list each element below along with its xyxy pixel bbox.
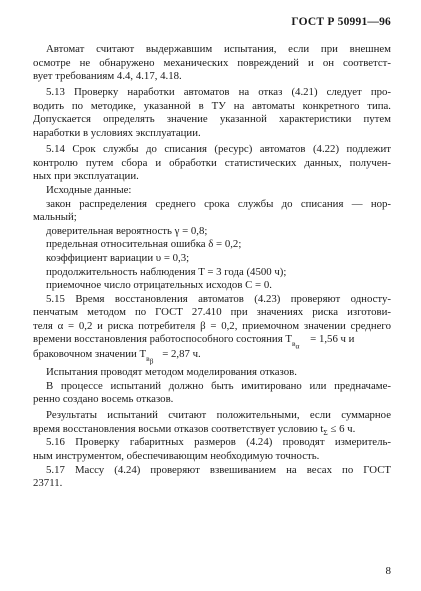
text-line: 5.16 Проверку габаритных размеров (4.24) проводят измеритель-: [46, 436, 391, 449]
text-line: осмотре не обнаружено механических повреждений и он соответст-: [33, 56, 391, 69]
text-line: 5.15 Время восстановления автоматов (4.23) проверяют односту-: [46, 292, 391, 305]
text-line: закон распределения среднего срока службы до списания — нор-: [46, 197, 391, 210]
text-line: ренно создано восемь отказов.: [33, 393, 174, 406]
text-line: Исходные данные:: [46, 183, 132, 196]
text-line: теля α = 0,2 и риска потребителя β = 0,2, приемочном значении среднего: [33, 319, 391, 332]
page-number: 8: [385, 565, 391, 577]
text-line: Автомат считают выдержавшим испытания, если при внешнем: [46, 43, 391, 55]
text-line: В процессе испытаний должно быть имитировано или предначаме-: [46, 379, 391, 392]
text-line: ных при эксплуатации.: [33, 170, 139, 183]
text-line: вует требованиям 4.4, 4.17, 4.18.: [33, 70, 182, 83]
text-line: приемочное число отрицательных исходов C = 0.: [46, 279, 272, 292]
text-line: пенчатым методом по ГОСТ 27.410 при значениях риска изготови-: [33, 306, 391, 319]
text-line: Результаты испытаний считают положительными, если суммарное: [46, 409, 391, 422]
text-line: доверительная вероятность γ = 0,8;: [46, 224, 208, 237]
text-line: мальный;: [33, 211, 77, 224]
text-line: Испытания проводят методом моделирования отказов.: [46, 365, 297, 378]
text-line-mean-restore-time: времени восстановления работоспособного состояния $T_{в_\alpha} = 1,56$ ч и: [33, 333, 355, 351]
text-line: 23711.: [33, 477, 63, 490]
document-body: [33, 43, 391, 491]
text-line-sum-condition: время восстановления восьми отказов соответствует условию $t_\Sigma \le 6$ ч.: [33, 422, 356, 437]
text-line: наработки в условиях эксплуатации.: [33, 127, 201, 140]
text-line: коэффициент вариации υ = 0,3;: [46, 251, 190, 264]
text-line: водить по методике, указанной в ТУ на автоматы конкретного типа.: [33, 99, 391, 112]
text-line: 5.13 Проверку наработки автоматов на отказ (4.21) следует про-: [46, 86, 391, 99]
text-line: Допускается определять значение указанной характеристики путем: [33, 113, 391, 126]
text-line: продолжительность наблюдения T = 3 года (4500 ч);: [46, 265, 287, 278]
standard-header: ГОСТ Р 50991—96: [291, 16, 391, 28]
text-line: контролю путем сбора и обработки статистических данных, получен-: [33, 156, 391, 169]
text-line: 5.14 Срок службы до списания (ресурс) автоматов (4.22) подлежит: [46, 143, 391, 156]
text-line: предельная относительная ошибка δ = 0,2;: [46, 238, 242, 251]
text-line: 5.17 Массу (4.24) проверяют взвешиванием на весах по ГОСТ: [46, 463, 391, 476]
text-line-reject-restore-time: браковочном значении $T_{в_\beta} = 2,87$ ч.: [33, 348, 201, 366]
text-line: ным инструментом, обеспечивающим необходимую точность.: [33, 450, 320, 463]
